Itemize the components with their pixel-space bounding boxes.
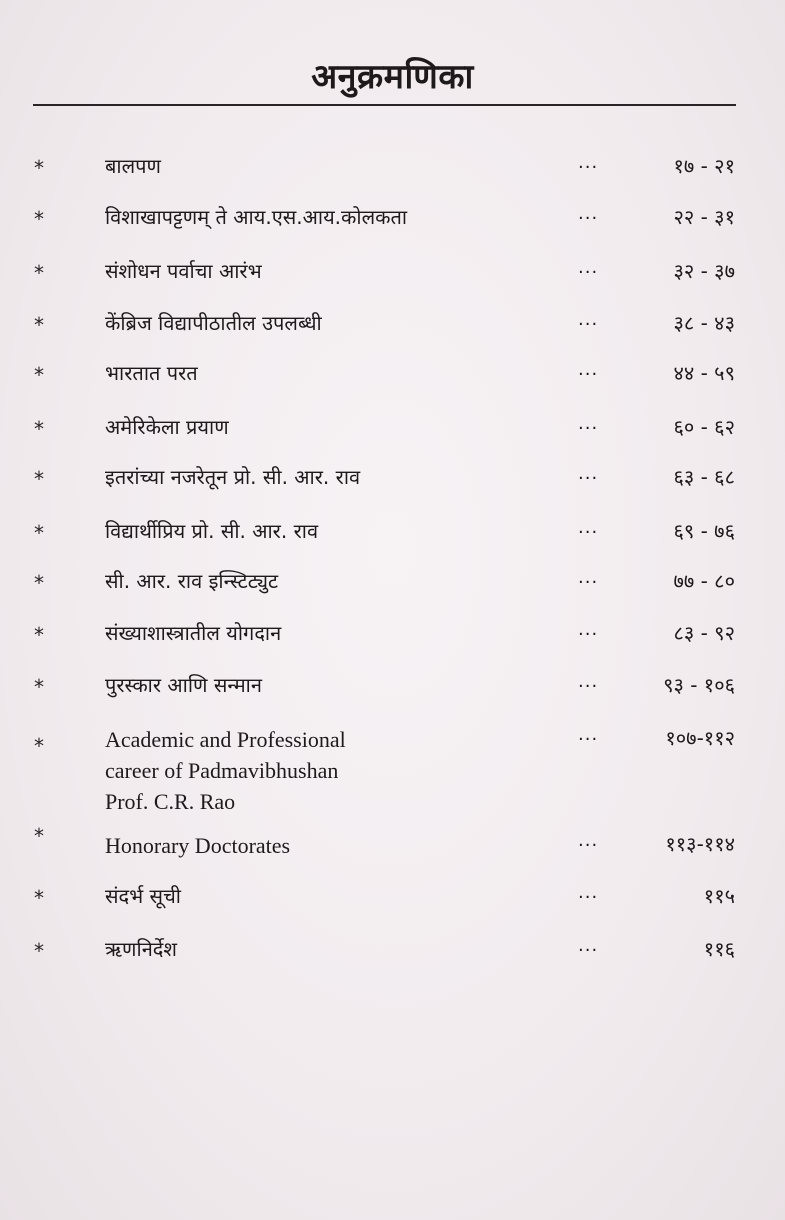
toc-page-range: १७ - २१ — [673, 154, 735, 178]
toc-entry-title: पुरस्कार आणि सन्मान — [105, 673, 262, 697]
bullet-star-icon: * — [34, 939, 44, 963]
toc-entry-title: अमेरिकेला प्रयाण — [105, 415, 229, 439]
toc-page-range: ११५ — [703, 884, 735, 908]
toc-page-range: २२ - ३१ — [673, 205, 735, 229]
bullet-star-icon: * — [34, 734, 44, 758]
bullet-star-icon: * — [34, 623, 44, 647]
page-title: अनुक्रमणिका — [311, 57, 474, 97]
toc-leader-dots: ... — [578, 359, 599, 380]
toc-page-range: ४४ - ५९ — [673, 361, 735, 385]
toc-page-range: ३८ - ४३ — [673, 311, 735, 335]
toc-entry — [0, 463, 785, 503]
bullet-star-icon: * — [34, 207, 44, 231]
toc-leader-dots: ... — [578, 619, 599, 640]
toc-leader-dots: ... — [578, 671, 599, 692]
toc-entry-title: Honorary Doctorates — [105, 833, 291, 858]
bullet-star-icon: * — [34, 571, 44, 595]
toc-leader-dots: ... — [578, 152, 599, 173]
toc-page-range: ७७ - ८० — [673, 569, 735, 593]
toc-page-range: ११६ — [703, 937, 735, 961]
toc-entry — [0, 724, 785, 814]
toc-entry-title: इतरांच्या नजरेतून प्रो. सी. आर. राव — [105, 465, 361, 489]
toc-page-range: ९३ - १०६ — [663, 673, 735, 697]
toc-entry — [0, 152, 785, 192]
toc-page-range: १०७-११२ — [665, 726, 735, 750]
toc-leader-dots: ... — [578, 882, 599, 903]
toc-page-range: ८३ - ९२ — [673, 621, 735, 645]
toc-entry-title: ऋणनिर्देश — [105, 937, 178, 961]
toc-leader-dots: ... — [578, 830, 599, 851]
toc-page-range: ६० - ६२ — [673, 415, 735, 439]
bullet-star-icon: * — [34, 363, 44, 387]
toc-leader-dots: ... — [578, 463, 599, 484]
toc-entry-title: संख्याशास्त्रातील योगदान — [105, 621, 282, 645]
toc-entry-title: संदर्भ सूची — [105, 884, 181, 908]
toc-leader-dots: ... — [578, 257, 599, 278]
toc-entry — [0, 671, 785, 711]
toc-entry-title: भारतात परत — [105, 361, 198, 385]
bullet-star-icon: * — [34, 156, 44, 180]
toc-leader-dots: ... — [578, 203, 599, 224]
bullet-star-icon: * — [34, 313, 44, 337]
bullet-star-icon: * — [34, 521, 44, 545]
toc-page-range: ३२ - ३७ — [673, 259, 735, 283]
bullet-star-icon: * — [34, 467, 44, 491]
bullet-star-icon: * — [34, 886, 44, 910]
toc-page-range: ११३-११४ — [665, 832, 735, 856]
toc-page-range: ६९ - ७६ — [673, 519, 735, 543]
toc-entry — [0, 257, 785, 297]
toc-entry — [0, 882, 785, 922]
toc-entry-title: विद्यार्थीप्रिय प्रो. सी. आर. राव — [105, 519, 319, 543]
toc-leader-dots: ... — [578, 413, 599, 434]
toc-leader-dots: ... — [578, 517, 599, 538]
bullet-star-icon: * — [34, 417, 44, 441]
toc-entry-title: सी. आर. राव इन्स्टिट्युट — [105, 569, 279, 593]
toc-leader-dots: ... — [578, 567, 599, 588]
toc-entry — [0, 824, 785, 870]
toc-entry — [0, 309, 785, 349]
toc-entry — [0, 413, 785, 453]
toc-leader-dots: ... — [578, 724, 599, 745]
toc-entry — [0, 203, 785, 243]
toc-page-range: ६३ - ६८ — [673, 465, 735, 489]
toc-entry-title: संशोधन पर्वाचा आरंभ — [105, 259, 262, 283]
toc-leader-dots: ... — [578, 935, 599, 956]
toc-entry — [0, 517, 785, 557]
bullet-star-icon: * — [34, 824, 44, 848]
toc-entry-title: केंब्रिज विद्यापीठातील उपलब्धी — [105, 311, 322, 335]
bullet-star-icon: * — [34, 261, 44, 285]
toc-entry — [0, 619, 785, 659]
toc-entry-title: विशाखापट्टणम् ते आय.एस.आय.कोलकता — [105, 205, 408, 229]
toc-entry-title: Academic and Professional career of Padmavibhushan Prof. C.R. Rao — [105, 727, 346, 814]
toc-entry — [0, 359, 785, 399]
toc-leader-dots: ... — [578, 309, 599, 330]
toc-entry — [0, 935, 785, 975]
toc-entry — [0, 567, 785, 607]
bullet-star-icon: * — [34, 675, 44, 699]
toc-entry-title: बालपण — [105, 154, 161, 178]
